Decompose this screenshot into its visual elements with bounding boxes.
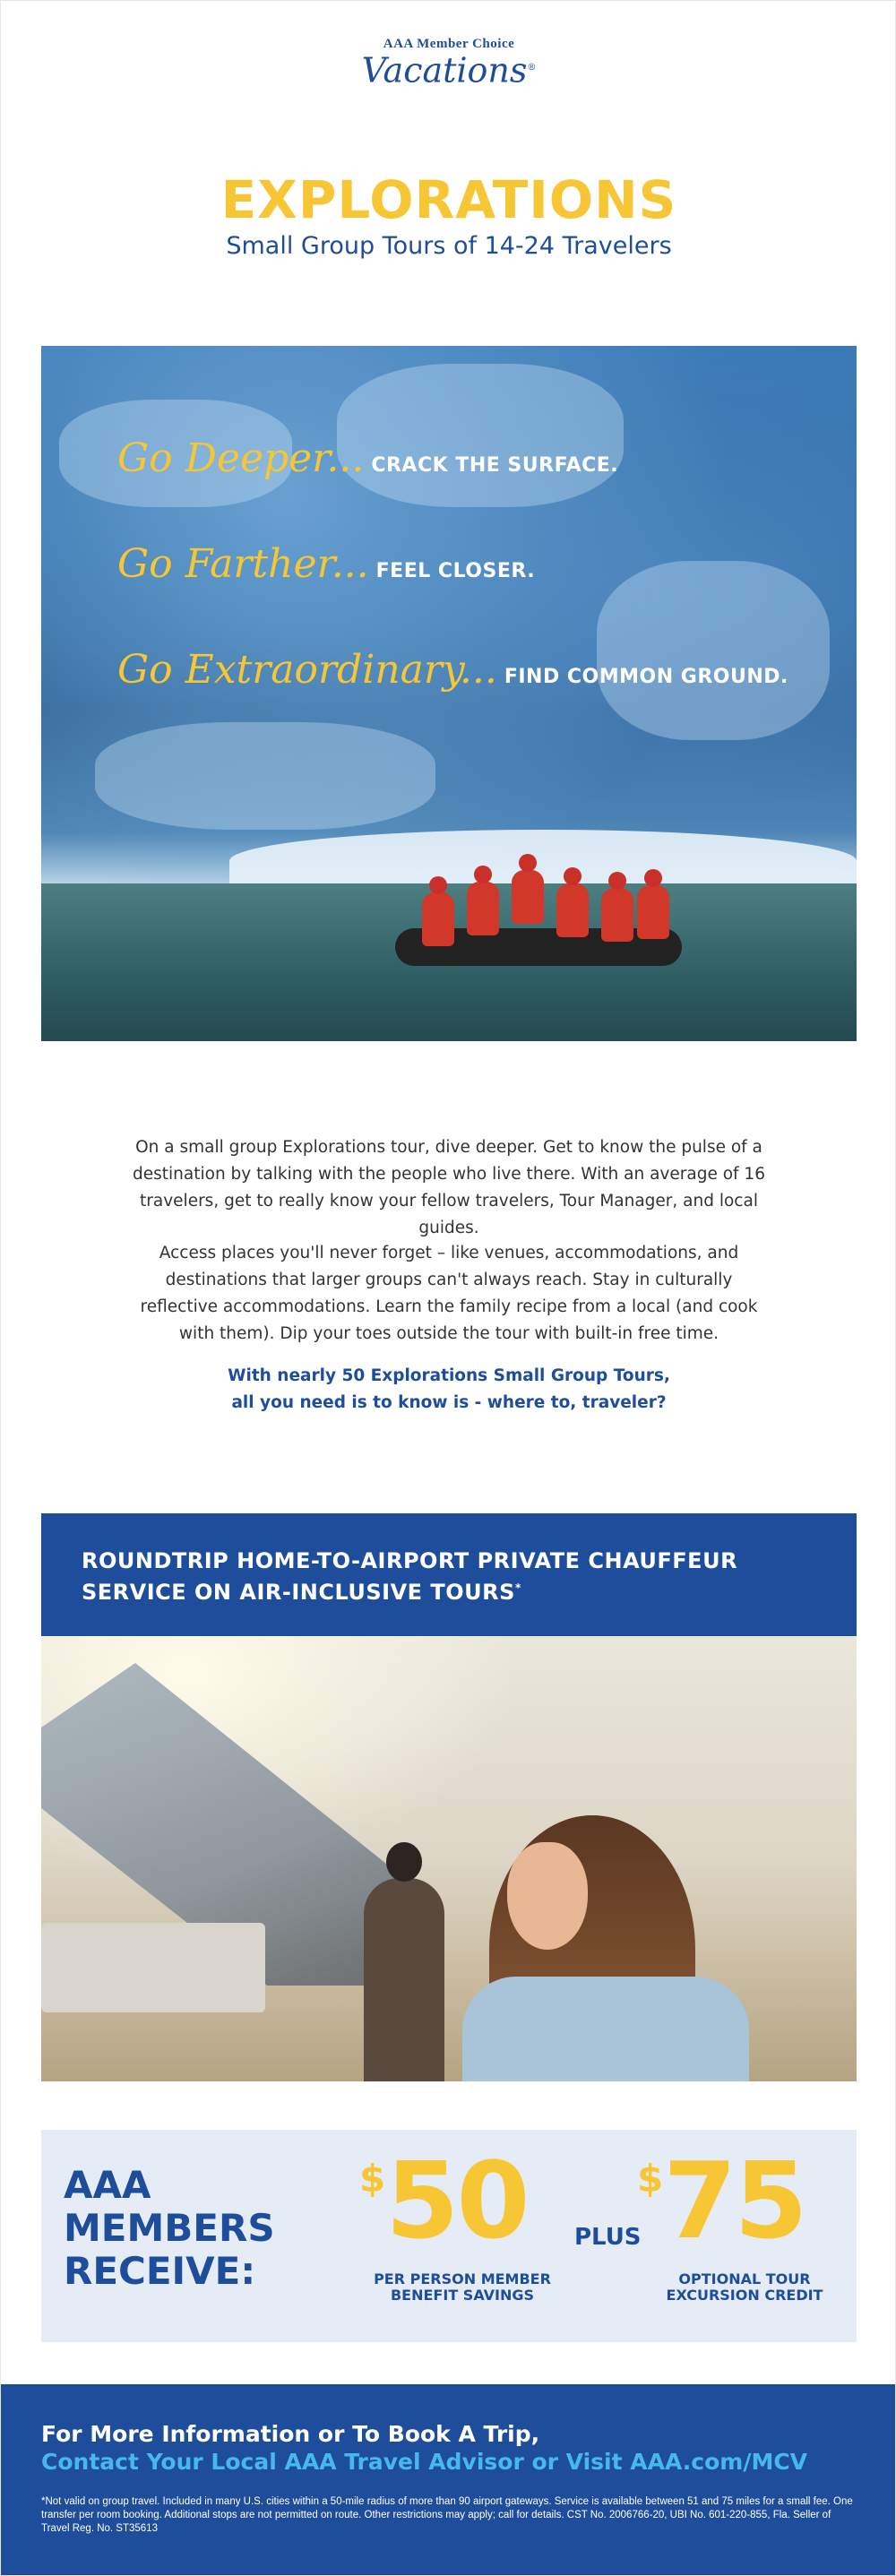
traveler-woman-face [507, 1842, 588, 1950]
tagline-caps: FEEL CLOSER. [375, 560, 536, 582]
footer-cta [41, 2448, 857, 2476]
members-label-line: MEMBERS [64, 2206, 275, 2250]
inflatable-boat [395, 883, 682, 964]
callout-line: With nearly 50 Explorations Small Group Tours, [228, 1366, 670, 1385]
caption-line: EXCURSION CREDIT [666, 2287, 823, 2304]
legal-disclaimer: *Not valid on group travel. Included in many U.S. cities within a 50-mile radius of more than 90 airport gateways. Service is available between 51 and 75 miles for a small fee. One transfer per room booking. Additional stops are not permitted on route. Other restrictions may apply; call for details. CST No. 2006766-20, UBI No. 601-220-855, Fla. Seller of Travel Reg. No. ST35613 [41, 2496, 853, 2534]
traveler-figure [637, 885, 669, 939]
banner-line: ROUNDTRIP HOME-TO-AIRPORT PRIVATE CHAUFFEUR [82, 1548, 738, 1573]
members-label-line: RECEIVE: [64, 2249, 256, 2293]
aaa-member-choice-vacations-logo[interactable] [1, 37, 896, 89]
credit-amount-75 [637, 2139, 806, 2262]
callout-text [126, 1363, 771, 1417]
page-subtitle: Small Group Tours of 14-24 Travelers [226, 232, 672, 260]
footer-heading: For More Information or To Book A Trip, [41, 2421, 540, 2447]
credit-caption-75 [650, 2271, 839, 2304]
tagline-script: Go Farther... [117, 541, 369, 587]
footer [1, 2384, 896, 2576]
dollar-sign: $ [359, 2157, 386, 2201]
chauffeur-banner [41, 1513, 857, 1636]
savings-caption-50 [364, 2271, 561, 2304]
contact-advisor-link[interactable]: Contact Your Local AAA Travel Advisor or Visit AAA.com/MCV [41, 2449, 808, 2475]
ground-vehicle [41, 1923, 265, 2012]
amount-value: 50 [385, 2139, 528, 2262]
footnote-mark: * [514, 1581, 521, 1594]
members-label-line: AAA [64, 2163, 151, 2207]
banner-line: SERVICE ON AIR-INCLUSIVE TOURS [82, 1580, 515, 1605]
logo-script-word: Vacations [361, 50, 528, 90]
logo-top-text: AAA Member Choice [383, 37, 515, 51]
tagline-caps: FIND COMMON GROUND. [504, 666, 788, 688]
dollar-sign: $ [637, 2157, 664, 2201]
glacier-hero-image[interactable] [41, 346, 857, 1041]
traveler-figure [601, 888, 633, 942]
tagline-deeper [117, 435, 618, 481]
access-paragraph: Access places you'll never forget – like venues, accommodations, and destinations that larger groups can't always reach. Stay in culturally reflective accommodations. Learn the family recipe from a local (and cook with them). Dip your toes outside the tour with built-in free time. [140, 1244, 758, 1343]
traveler-figure [422, 892, 454, 946]
traveler-figure [467, 882, 499, 935]
airport-boarding-photo[interactable] [41, 1636, 857, 2081]
logo-script-text [1, 50, 896, 89]
callout-line: all you need is to know is - where to, traveler? [231, 1393, 667, 1412]
plus-label: PLUS [574, 2224, 642, 2251]
glacier-texture [95, 722, 435, 830]
banner-line-2 [82, 1574, 816, 1606]
traveler-woman-jacket [462, 1977, 749, 2081]
page-title: EXPLORATIONS [220, 169, 677, 230]
traveler-figure [512, 870, 544, 924]
passenger-figure [364, 1878, 444, 2081]
caption-line: OPTIONAL TOUR [678, 2270, 811, 2287]
registered-mark: ® [527, 63, 537, 73]
tagline-script: Go Extraordinary... [117, 647, 497, 693]
banner-heading [82, 1547, 816, 1606]
caption-line: BENEFIT SAVINGS [390, 2287, 534, 2304]
traveler-figure [556, 883, 589, 937]
intro-paragraph: On a small group Explorations tour, dive deeper. Get to know the pulse of a destination by talking with the people who live there. With an average of 16 travelers, get to really know your fellow travelers, Tour Manager, and local guides. [133, 1138, 765, 1237]
tagline-script: Go Deeper... [117, 435, 365, 481]
caption-line: PER PERSON MEMBER [374, 2270, 551, 2287]
savings-amount-50 [359, 2139, 528, 2262]
members-receive-label [64, 2164, 275, 2293]
tagline-caps: CRACK THE SURFACE. [371, 454, 619, 477]
tagline-extraordinary [117, 647, 788, 693]
member-savings-box [41, 2130, 857, 2342]
tagline-farther [117, 541, 535, 587]
amount-value: 75 [663, 2139, 806, 2262]
